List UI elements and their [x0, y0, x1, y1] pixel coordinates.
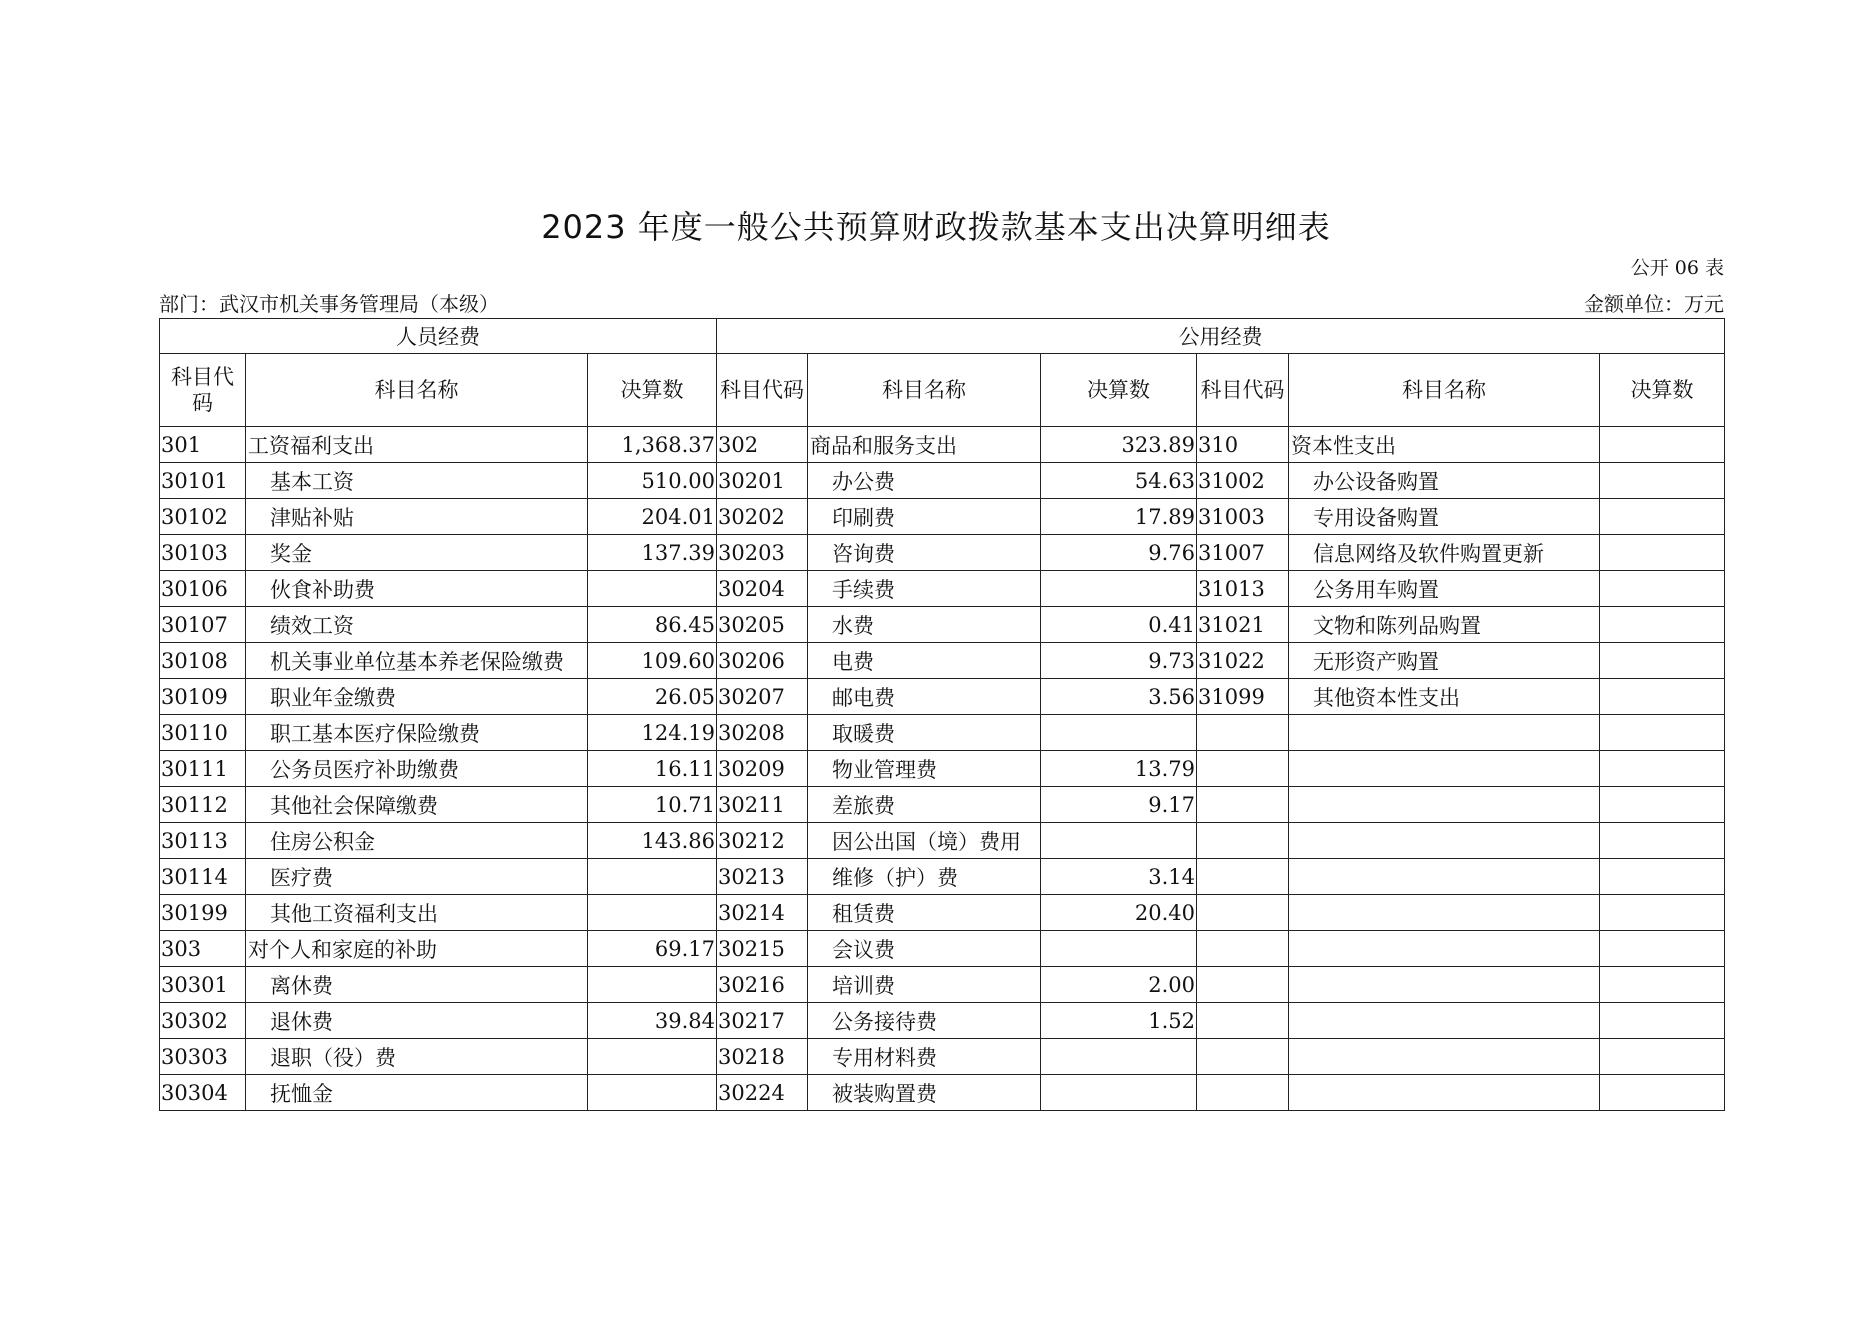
page-title: 2023 年度一般公共预算财政拨款基本支出决算明细表 — [541, 208, 1331, 246]
column-header-amount: 决算数 — [1600, 354, 1725, 427]
item-code: 30218 — [717, 1039, 808, 1075]
item-name: 其他社会保障缴费 — [246, 787, 588, 823]
item-name — [1289, 859, 1600, 895]
item-amount: 54.63 — [1041, 463, 1197, 499]
item-name: 印刷费 — [808, 499, 1041, 535]
item-amount: 9.17 — [1041, 787, 1197, 823]
item-name: 专用设备购置 — [1289, 499, 1600, 535]
item-name: 公务员医疗补助缴费 — [246, 751, 588, 787]
table-row — [160, 535, 1725, 571]
item-amount: 137.39 — [588, 535, 717, 571]
column-header-amount: 决算数 — [1041, 354, 1197, 427]
item-amount — [1600, 1039, 1725, 1075]
item-code: 30106 — [160, 571, 246, 607]
item-code: 303 — [160, 931, 246, 967]
item-code: 30112 — [160, 787, 246, 823]
item-amount — [1041, 823, 1197, 859]
item-code — [1197, 1003, 1289, 1039]
table-row — [160, 499, 1725, 535]
item-amount: 17.89 — [1041, 499, 1197, 535]
group-header-public: 公用经费 — [717, 319, 1725, 354]
item-code: 30205 — [717, 607, 808, 643]
item-code — [1197, 931, 1289, 967]
item-name: 抚恤金 — [246, 1075, 588, 1111]
item-amount — [1041, 715, 1197, 751]
item-name: 伙食补助费 — [246, 571, 588, 607]
item-name: 离休费 — [246, 967, 588, 1003]
table-row — [160, 1039, 1725, 1075]
table-row — [160, 427, 1725, 463]
item-code: 30301 — [160, 967, 246, 1003]
item-code: 30216 — [717, 967, 808, 1003]
item-amount — [1600, 463, 1725, 499]
item-code — [1197, 715, 1289, 751]
item-name: 会议费 — [808, 931, 1041, 967]
table-row — [160, 859, 1725, 895]
item-code: 30213 — [717, 859, 808, 895]
item-code: 30107 — [160, 607, 246, 643]
item-name: 职工基本医疗保险缴费 — [246, 715, 588, 751]
item-name: 被装购置费 — [808, 1075, 1041, 1111]
item-amount — [1600, 787, 1725, 823]
item-amount — [588, 571, 717, 607]
item-amount: 1.52 — [1041, 1003, 1197, 1039]
table-row — [160, 607, 1725, 643]
item-amount — [1600, 643, 1725, 679]
item-amount — [1041, 1075, 1197, 1111]
table-body — [160, 427, 1725, 1111]
item-amount — [1600, 823, 1725, 859]
item-code: 30207 — [717, 679, 808, 715]
item-amount: 86.45 — [588, 607, 717, 643]
item-name: 办公费 — [808, 463, 1041, 499]
item-name: 取暖费 — [808, 715, 1041, 751]
item-code — [1197, 967, 1289, 1003]
item-code: 31002 — [1197, 463, 1289, 499]
item-amount: 323.89 — [1041, 427, 1197, 463]
item-amount: 9.76 — [1041, 535, 1197, 571]
item-code: 30204 — [717, 571, 808, 607]
item-amount: 13.79 — [1041, 751, 1197, 787]
item-name: 机关事业单位基本养老保险缴费 — [246, 643, 588, 679]
column-header-code: 科目代码 — [160, 354, 246, 427]
item-name: 电费 — [808, 643, 1041, 679]
item-code: 30209 — [717, 751, 808, 787]
item-amount: 0.41 — [1041, 607, 1197, 643]
item-code: 30110 — [160, 715, 246, 751]
item-name: 对个人和家庭的补助 — [246, 931, 588, 967]
item-amount — [1600, 1003, 1725, 1039]
table-row — [160, 571, 1725, 607]
form-number: 公开 06 表 — [1630, 257, 1724, 279]
amount-unit-label: 金额单位：万元 — [1584, 292, 1724, 316]
item-code: 30114 — [160, 859, 246, 895]
item-code: 30199 — [160, 895, 246, 931]
item-code — [1197, 823, 1289, 859]
item-code: 30203 — [717, 535, 808, 571]
item-amount: 510.00 — [588, 463, 717, 499]
table-row — [160, 643, 1725, 679]
item-name: 住房公积金 — [246, 823, 588, 859]
item-name — [1289, 931, 1600, 967]
item-code: 30214 — [717, 895, 808, 931]
item-name — [1289, 967, 1600, 1003]
item-code: 31013 — [1197, 571, 1289, 607]
item-name: 专用材料费 — [808, 1039, 1041, 1075]
item-amount — [1600, 751, 1725, 787]
item-amount — [1041, 1039, 1197, 1075]
item-code: 30201 — [717, 463, 808, 499]
item-name — [1289, 715, 1600, 751]
item-name — [1289, 751, 1600, 787]
item-amount: 20.40 — [1041, 895, 1197, 931]
item-amount: 69.17 — [588, 931, 717, 967]
item-code: 30103 — [160, 535, 246, 571]
item-code: 310 — [1197, 427, 1289, 463]
item-amount — [588, 1075, 717, 1111]
item-name: 差旅费 — [808, 787, 1041, 823]
item-code: 301 — [160, 427, 246, 463]
table-row — [160, 1003, 1725, 1039]
item-name: 邮电费 — [808, 679, 1041, 715]
item-name: 维修（护）费 — [808, 859, 1041, 895]
item-name — [1289, 787, 1600, 823]
column-header-name: 科目名称 — [1289, 354, 1600, 427]
table-row — [160, 751, 1725, 787]
item-code: 30224 — [717, 1075, 808, 1111]
item-code: 30109 — [160, 679, 246, 715]
item-code: 31022 — [1197, 643, 1289, 679]
item-name: 职业年金缴费 — [246, 679, 588, 715]
item-name — [1289, 1075, 1600, 1111]
item-name: 基本工资 — [246, 463, 588, 499]
item-name: 手续费 — [808, 571, 1041, 607]
column-header-name: 科目名称 — [808, 354, 1041, 427]
item-amount — [1600, 895, 1725, 931]
item-amount — [588, 859, 717, 895]
item-name: 资本性支出 — [1289, 427, 1600, 463]
item-code: 30212 — [717, 823, 808, 859]
group-header-personnel: 人员经费 — [160, 319, 717, 354]
column-header-amount: 决算数 — [588, 354, 717, 427]
item-code: 30108 — [160, 643, 246, 679]
item-code — [1197, 1075, 1289, 1111]
item-name: 公务接待费 — [808, 1003, 1041, 1039]
item-amount — [1041, 931, 1197, 967]
item-name: 无形资产购置 — [1289, 643, 1600, 679]
item-code: 31021 — [1197, 607, 1289, 643]
table-row — [160, 463, 1725, 499]
expenditure-table — [159, 318, 1725, 1111]
item-name: 公务用车购置 — [1289, 571, 1600, 607]
item-amount — [1600, 967, 1725, 1003]
item-name: 培训费 — [808, 967, 1041, 1003]
item-name: 绩效工资 — [246, 607, 588, 643]
item-name — [1289, 823, 1600, 859]
item-code — [1197, 895, 1289, 931]
table-row — [160, 787, 1725, 823]
item-amount — [588, 1039, 717, 1075]
item-code: 30217 — [717, 1003, 808, 1039]
item-code: 30102 — [160, 499, 246, 535]
item-amount: 124.19 — [588, 715, 717, 751]
item-name: 水费 — [808, 607, 1041, 643]
item-amount — [1600, 859, 1725, 895]
item-amount: 10.71 — [588, 787, 717, 823]
item-amount: 109.60 — [588, 643, 717, 679]
table-row — [160, 931, 1725, 967]
item-name — [1289, 1039, 1600, 1075]
item-code: 31007 — [1197, 535, 1289, 571]
item-code: 31003 — [1197, 499, 1289, 535]
item-code — [1197, 751, 1289, 787]
item-amount — [1600, 679, 1725, 715]
item-amount: 9.73 — [1041, 643, 1197, 679]
table-row — [160, 967, 1725, 1003]
item-code: 30101 — [160, 463, 246, 499]
item-amount — [1600, 535, 1725, 571]
item-name: 因公出国（境）费用 — [808, 823, 1041, 859]
item-name: 其他资本性支出 — [1289, 679, 1600, 715]
item-amount — [1600, 499, 1725, 535]
item-amount: 1,368.37 — [588, 427, 717, 463]
column-header-name: 科目名称 — [246, 354, 588, 427]
item-code: 30304 — [160, 1075, 246, 1111]
item-code: 30302 — [160, 1003, 246, 1039]
item-name: 医疗费 — [246, 859, 588, 895]
table-row — [160, 679, 1725, 715]
item-code: 302 — [717, 427, 808, 463]
item-name: 奖金 — [246, 535, 588, 571]
item-code: 30211 — [717, 787, 808, 823]
table-row — [160, 895, 1725, 931]
item-code: 30202 — [717, 499, 808, 535]
item-name: 退休费 — [246, 1003, 588, 1039]
department-label: 部门：武汉市机关事务管理局（本级） — [159, 292, 499, 316]
item-code: 30215 — [717, 931, 808, 967]
item-amount: 3.56 — [1041, 679, 1197, 715]
item-amount: 16.11 — [588, 751, 717, 787]
item-code: 31099 — [1197, 679, 1289, 715]
table-row — [160, 823, 1725, 859]
item-name: 其他工资福利支出 — [246, 895, 588, 931]
item-name: 退职（役）费 — [246, 1039, 588, 1075]
item-amount: 143.86 — [588, 823, 717, 859]
item-amount: 39.84 — [588, 1003, 717, 1039]
item-name: 商品和服务支出 — [808, 427, 1041, 463]
item-amount: 3.14 — [1041, 859, 1197, 895]
table-row — [160, 715, 1725, 751]
item-amount — [588, 895, 717, 931]
item-amount — [588, 967, 717, 1003]
item-name: 咨询费 — [808, 535, 1041, 571]
item-amount — [1600, 715, 1725, 751]
item-amount — [1600, 571, 1725, 607]
item-amount — [1600, 931, 1725, 967]
item-name: 津贴补贴 — [246, 499, 588, 535]
item-amount — [1600, 1075, 1725, 1111]
item-code — [1197, 787, 1289, 823]
item-code: 30206 — [717, 643, 808, 679]
item-name: 工资福利支出 — [246, 427, 588, 463]
item-name — [1289, 1003, 1600, 1039]
item-amount — [1600, 427, 1725, 463]
item-name: 文物和陈列品购置 — [1289, 607, 1600, 643]
item-amount: 204.01 — [588, 499, 717, 535]
column-header-code: 科目代码 — [1197, 354, 1289, 427]
item-name: 办公设备购置 — [1289, 463, 1600, 499]
item-code: 30303 — [160, 1039, 246, 1075]
item-amount: 26.05 — [588, 679, 717, 715]
item-name: 租赁费 — [808, 895, 1041, 931]
item-code — [1197, 859, 1289, 895]
item-amount: 2.00 — [1041, 967, 1197, 1003]
item-name — [1289, 895, 1600, 931]
item-code — [1197, 1039, 1289, 1075]
item-amount — [1600, 607, 1725, 643]
item-name: 物业管理费 — [808, 751, 1041, 787]
item-code: 30113 — [160, 823, 246, 859]
table-row — [160, 1075, 1725, 1111]
item-code: 30111 — [160, 751, 246, 787]
column-header-code: 科目代码 — [717, 354, 808, 427]
item-name: 信息网络及软件购置更新 — [1289, 535, 1600, 571]
item-amount — [1041, 571, 1197, 607]
item-code: 30208 — [717, 715, 808, 751]
